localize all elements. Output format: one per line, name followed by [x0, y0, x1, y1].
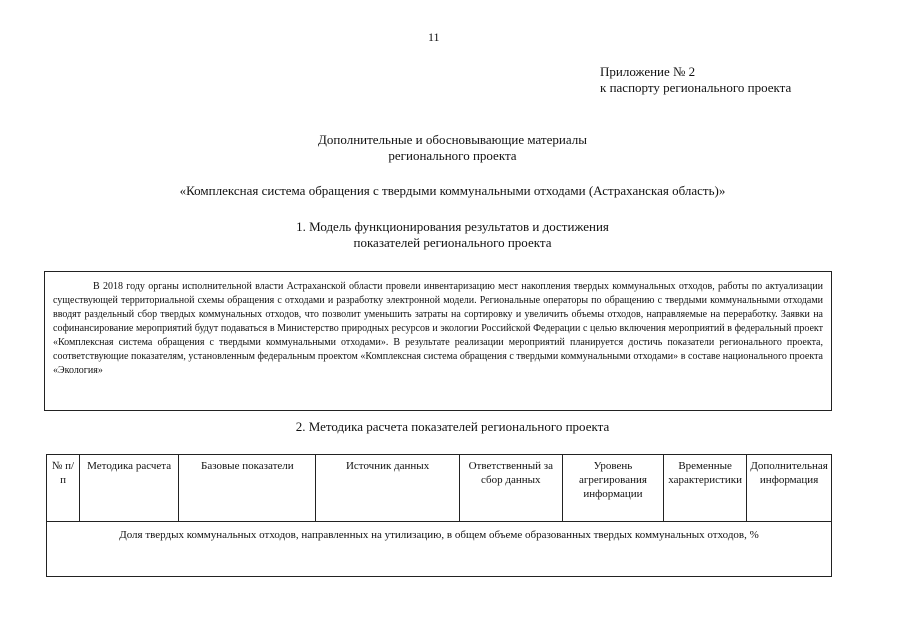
indicator-summary-cell: Доля твердых коммунальных отходов, направленных на утилизацию, в общем объеме образованных твердых коммунальных отходов, %: [47, 522, 832, 577]
section-1-heading: [0, 219, 905, 251]
header-additional-info: Дополнительная информация: [747, 455, 832, 522]
document-title-line-2: регионального проекта: [388, 148, 517, 163]
indicators-table: [46, 454, 832, 577]
section-1-textbox: [44, 271, 832, 411]
section-2-heading: 2. Методика расчета показателей регионального проекта: [295, 419, 610, 434]
section-1-heading-line-1: 1. Модель функционирования результатов и достижения: [296, 219, 609, 234]
section-1-heading-line-2: показателей регионального проекта: [353, 235, 552, 250]
section-1-paragraph: В 2018 году органы исполнительной власти Астраханской области провели инвентаризацию мест накопления твердых коммунальных отходов, работы по актуализации существующей территориальной схемы обращения с отходами и разработку электронной модели. Региональные операторы по обращению с твердыми коммунальными отходами вводят раздельный сбор твердых коммунальных отходов, что позволит уменьшить затраты на сортировку и увеличить объемы отходов, направляемые на переработку. Заявки на софинансирование мероприятий будут подаваться в Министерство природных ресурсов и экологии Российской Федерации с целью включения мероприятий в федеральный проект «Комплексная система обращения с твердыми коммунальными отходами». В результате реализации мероприятий планируется достичь показатели регионального проекта, соответствующие показателям, установленным федеральным проектом «Комплексная система обращения с твердыми коммунальными отходами» в составе национального проекта «Экология»: [53, 281, 823, 376]
table-header-row: [47, 455, 832, 522]
project-name: «Комплексная система обращения с твердыми коммунальными отходами (Астраханская область)»: [179, 183, 726, 198]
appendix-line-2: к паспорту регионального проекта: [600, 80, 792, 95]
document-title: [0, 132, 905, 164]
header-aggregation-level: Уровень агрегирования информации: [562, 455, 663, 522]
header-base-indicators: Базовые показатели: [179, 455, 316, 522]
header-data-source: Источник данных: [316, 455, 459, 522]
appendix-label: [600, 64, 791, 96]
appendix-line-1: Приложение № 2: [600, 64, 696, 79]
header-method: Методика расчета: [80, 455, 179, 522]
header-responsible: Ответственный за сбор данных: [459, 455, 562, 522]
header-number: № п/п: [47, 455, 80, 522]
header-time-characteristics: Временные характеристики: [664, 455, 747, 522]
page-number: 11: [428, 30, 440, 44]
document-title-line-1: Дополнительные и обосновывающие материалы: [318, 132, 587, 147]
table-row: [47, 522, 832, 577]
